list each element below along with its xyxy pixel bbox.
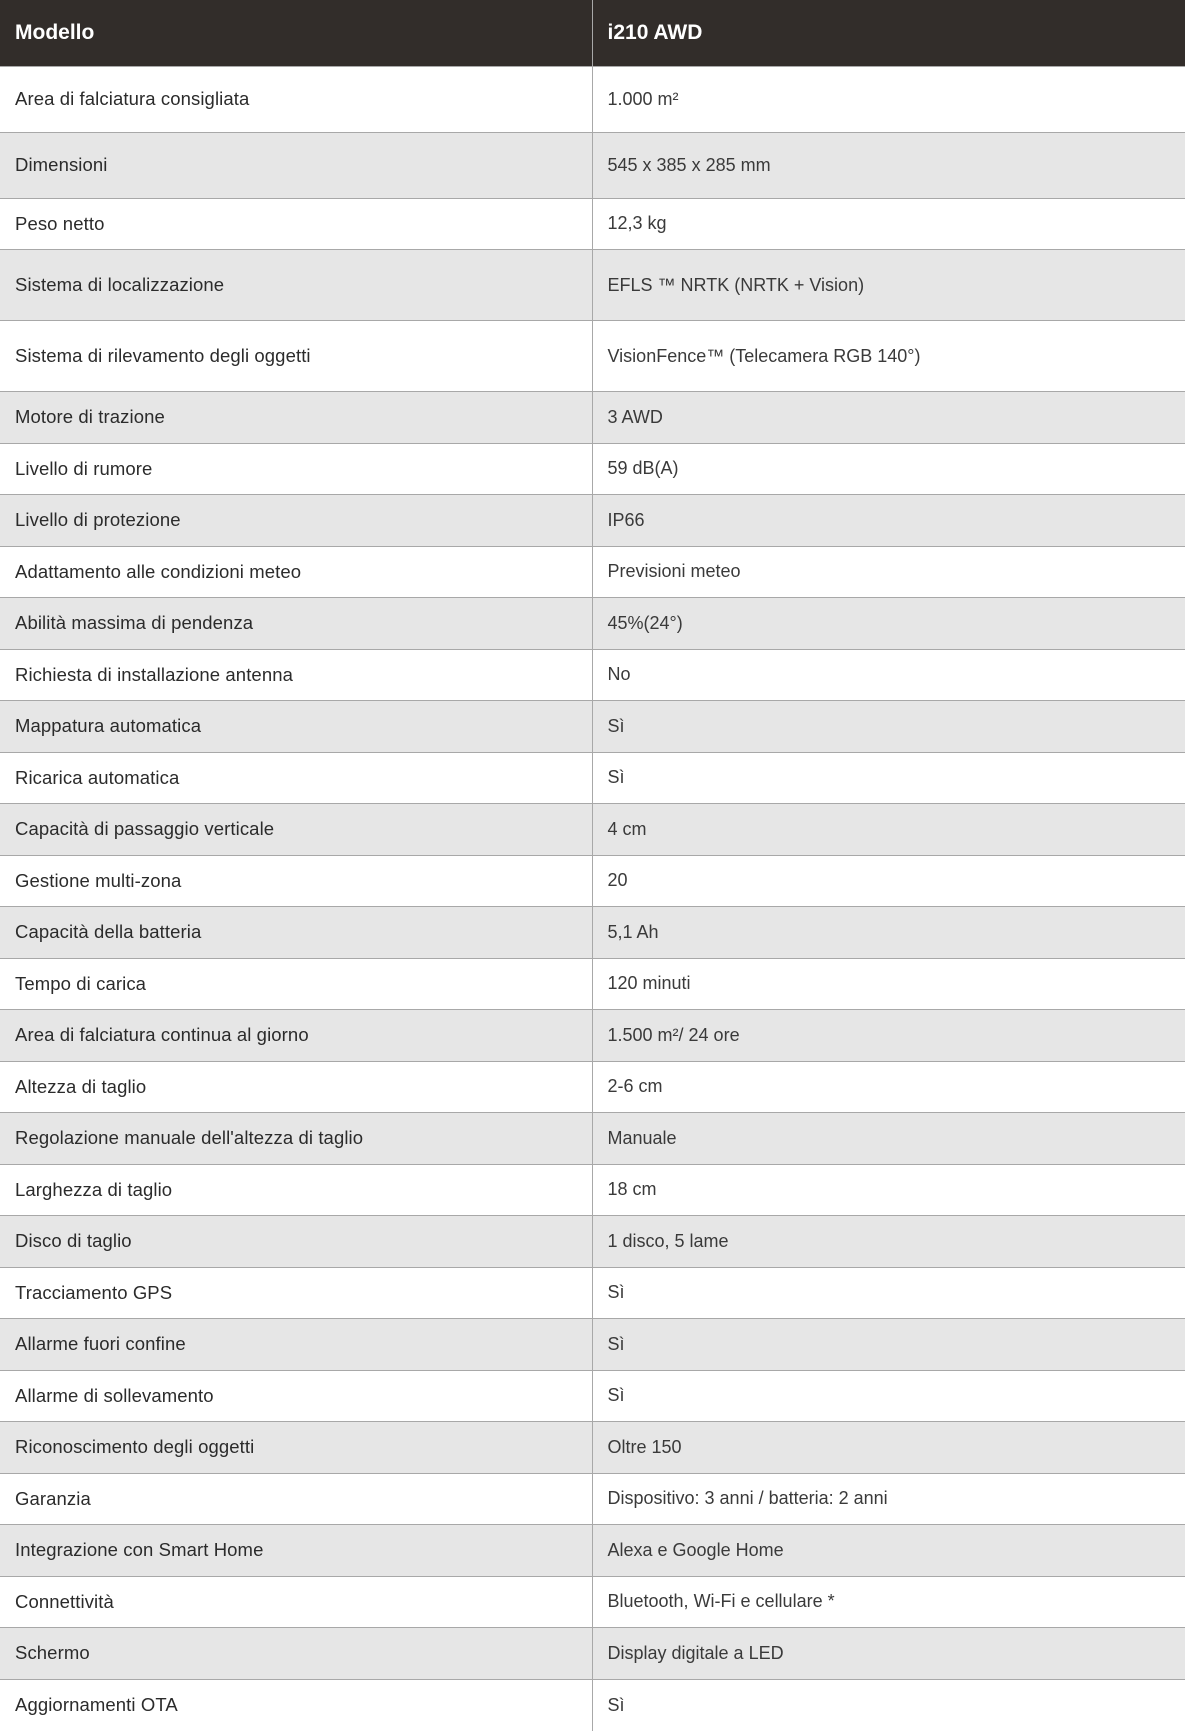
table-row (0, 598, 1185, 650)
spec-value: Sì (592, 1370, 1185, 1422)
spec-value: 1.000 m² (592, 66, 1185, 132)
spec-value: No (592, 649, 1185, 701)
table-row (0, 321, 1185, 392)
spec-value: Sì (592, 1267, 1185, 1319)
table-row (0, 443, 1185, 495)
spec-label: Connettività (0, 1576, 592, 1628)
table-row (0, 1628, 1185, 1680)
table-row (0, 1473, 1185, 1525)
spec-label: Allarme fuori confine (0, 1319, 592, 1371)
spec-value: 1.500 m²/ 24 ore (592, 1010, 1185, 1062)
table-row (0, 546, 1185, 598)
spec-label: Altezza di taglio (0, 1061, 592, 1113)
spec-label: Schermo (0, 1628, 592, 1680)
spec-label: Aggiornamenti OTA (0, 1679, 592, 1731)
table-row (0, 1370, 1185, 1422)
table-row (0, 1525, 1185, 1577)
table-row (0, 495, 1185, 547)
table-row (0, 132, 1185, 198)
spec-value: Sì (592, 701, 1185, 753)
spec-value: 4 cm (592, 804, 1185, 856)
spec-label: Livello di rumore (0, 443, 592, 495)
spec-value: Sì (592, 752, 1185, 804)
spec-value: Bluetooth, Wi-Fi e cellulare * (592, 1576, 1185, 1628)
spec-value: Oltre 150 (592, 1422, 1185, 1474)
spec-label: Motore di trazione (0, 392, 592, 444)
spec-value: VisionFence™ (Telecamera RGB 140°) (592, 321, 1185, 392)
spec-label: Ricarica automatica (0, 752, 592, 804)
spec-label: Gestione multi-zona (0, 855, 592, 907)
spec-label: Area di falciatura continua al giorno (0, 1010, 592, 1062)
spec-label: Larghezza di taglio (0, 1164, 592, 1216)
spec-label: Riconoscimento degli oggetti (0, 1422, 592, 1474)
table-row (0, 907, 1185, 959)
spec-label: Capacità della batteria (0, 907, 592, 959)
table-row (0, 1319, 1185, 1371)
header-model-label: Modello (0, 0, 592, 66)
spec-label: Integrazione con Smart Home (0, 1525, 592, 1577)
table-row (0, 1164, 1185, 1216)
table-row (0, 1010, 1185, 1062)
table-row (0, 1267, 1185, 1319)
spec-label: Sistema di rilevamento degli oggetti (0, 321, 592, 392)
spec-value: Alexa e Google Home (592, 1525, 1185, 1577)
header-model-name: i210 AWD (592, 0, 1185, 66)
spec-value: 120 minuti (592, 958, 1185, 1010)
table-row (0, 250, 1185, 321)
spec-value: 45%(24°) (592, 598, 1185, 650)
table-row (0, 1113, 1185, 1165)
spec-table-body (0, 66, 1185, 1731)
table-row (0, 198, 1185, 250)
spec-value: Sì (592, 1679, 1185, 1731)
spec-label: Peso netto (0, 198, 592, 250)
spec-value: 59 dB(A) (592, 443, 1185, 495)
spec-value: 545 x 385 x 285 mm (592, 132, 1185, 198)
table-row (0, 1679, 1185, 1731)
spec-value: Manuale (592, 1113, 1185, 1165)
table-row (0, 392, 1185, 444)
spec-label: Tracciamento GPS (0, 1267, 592, 1319)
spec-label: Garanzia (0, 1473, 592, 1525)
spec-label: Area di falciatura consigliata (0, 66, 592, 132)
spec-value: 2-6 cm (592, 1061, 1185, 1113)
table-row (0, 855, 1185, 907)
table-header-row (0, 0, 1185, 66)
table-row (0, 66, 1185, 132)
spec-value: Previsioni meteo (592, 546, 1185, 598)
table-row (0, 1216, 1185, 1268)
spec-value: 1 disco, 5 lame (592, 1216, 1185, 1268)
table-row (0, 1576, 1185, 1628)
spec-label: Mappatura automatica (0, 701, 592, 753)
spec-label: Abilità massima di pendenza (0, 598, 592, 650)
spec-label: Adattamento alle condizioni meteo (0, 546, 592, 598)
spec-value: Display digitale a LED (592, 1628, 1185, 1680)
table-row (0, 701, 1185, 753)
table-row (0, 1061, 1185, 1113)
spec-value: 3 AWD (592, 392, 1185, 444)
spec-label: Richiesta di installazione antenna (0, 649, 592, 701)
spec-label: Livello di protezione (0, 495, 592, 547)
table-row (0, 804, 1185, 856)
spec-value: IP66 (592, 495, 1185, 547)
spec-value: 12,3 kg (592, 198, 1185, 250)
spec-label: Sistema di localizzazione (0, 250, 592, 321)
spec-label: Allarme di sollevamento (0, 1370, 592, 1422)
table-row (0, 958, 1185, 1010)
spec-value: Sì (592, 1319, 1185, 1371)
table-row (0, 649, 1185, 701)
spec-label: Regolazione manuale dell'altezza di taglio (0, 1113, 592, 1165)
spec-value: 18 cm (592, 1164, 1185, 1216)
spec-label: Capacità di passaggio verticale (0, 804, 592, 856)
spec-label: Tempo di carica (0, 958, 592, 1010)
table-row (0, 752, 1185, 804)
spec-value: 5,1 Ah (592, 907, 1185, 959)
spec-value: 20 (592, 855, 1185, 907)
spec-value: EFLS ™ NRTK (NRTK + Vision) (592, 250, 1185, 321)
table-row (0, 1422, 1185, 1474)
spec-value: Dispositivo: 3 anni / batteria: 2 anni (592, 1473, 1185, 1525)
spec-label: Dimensioni (0, 132, 592, 198)
spec-label: Disco di taglio (0, 1216, 592, 1268)
